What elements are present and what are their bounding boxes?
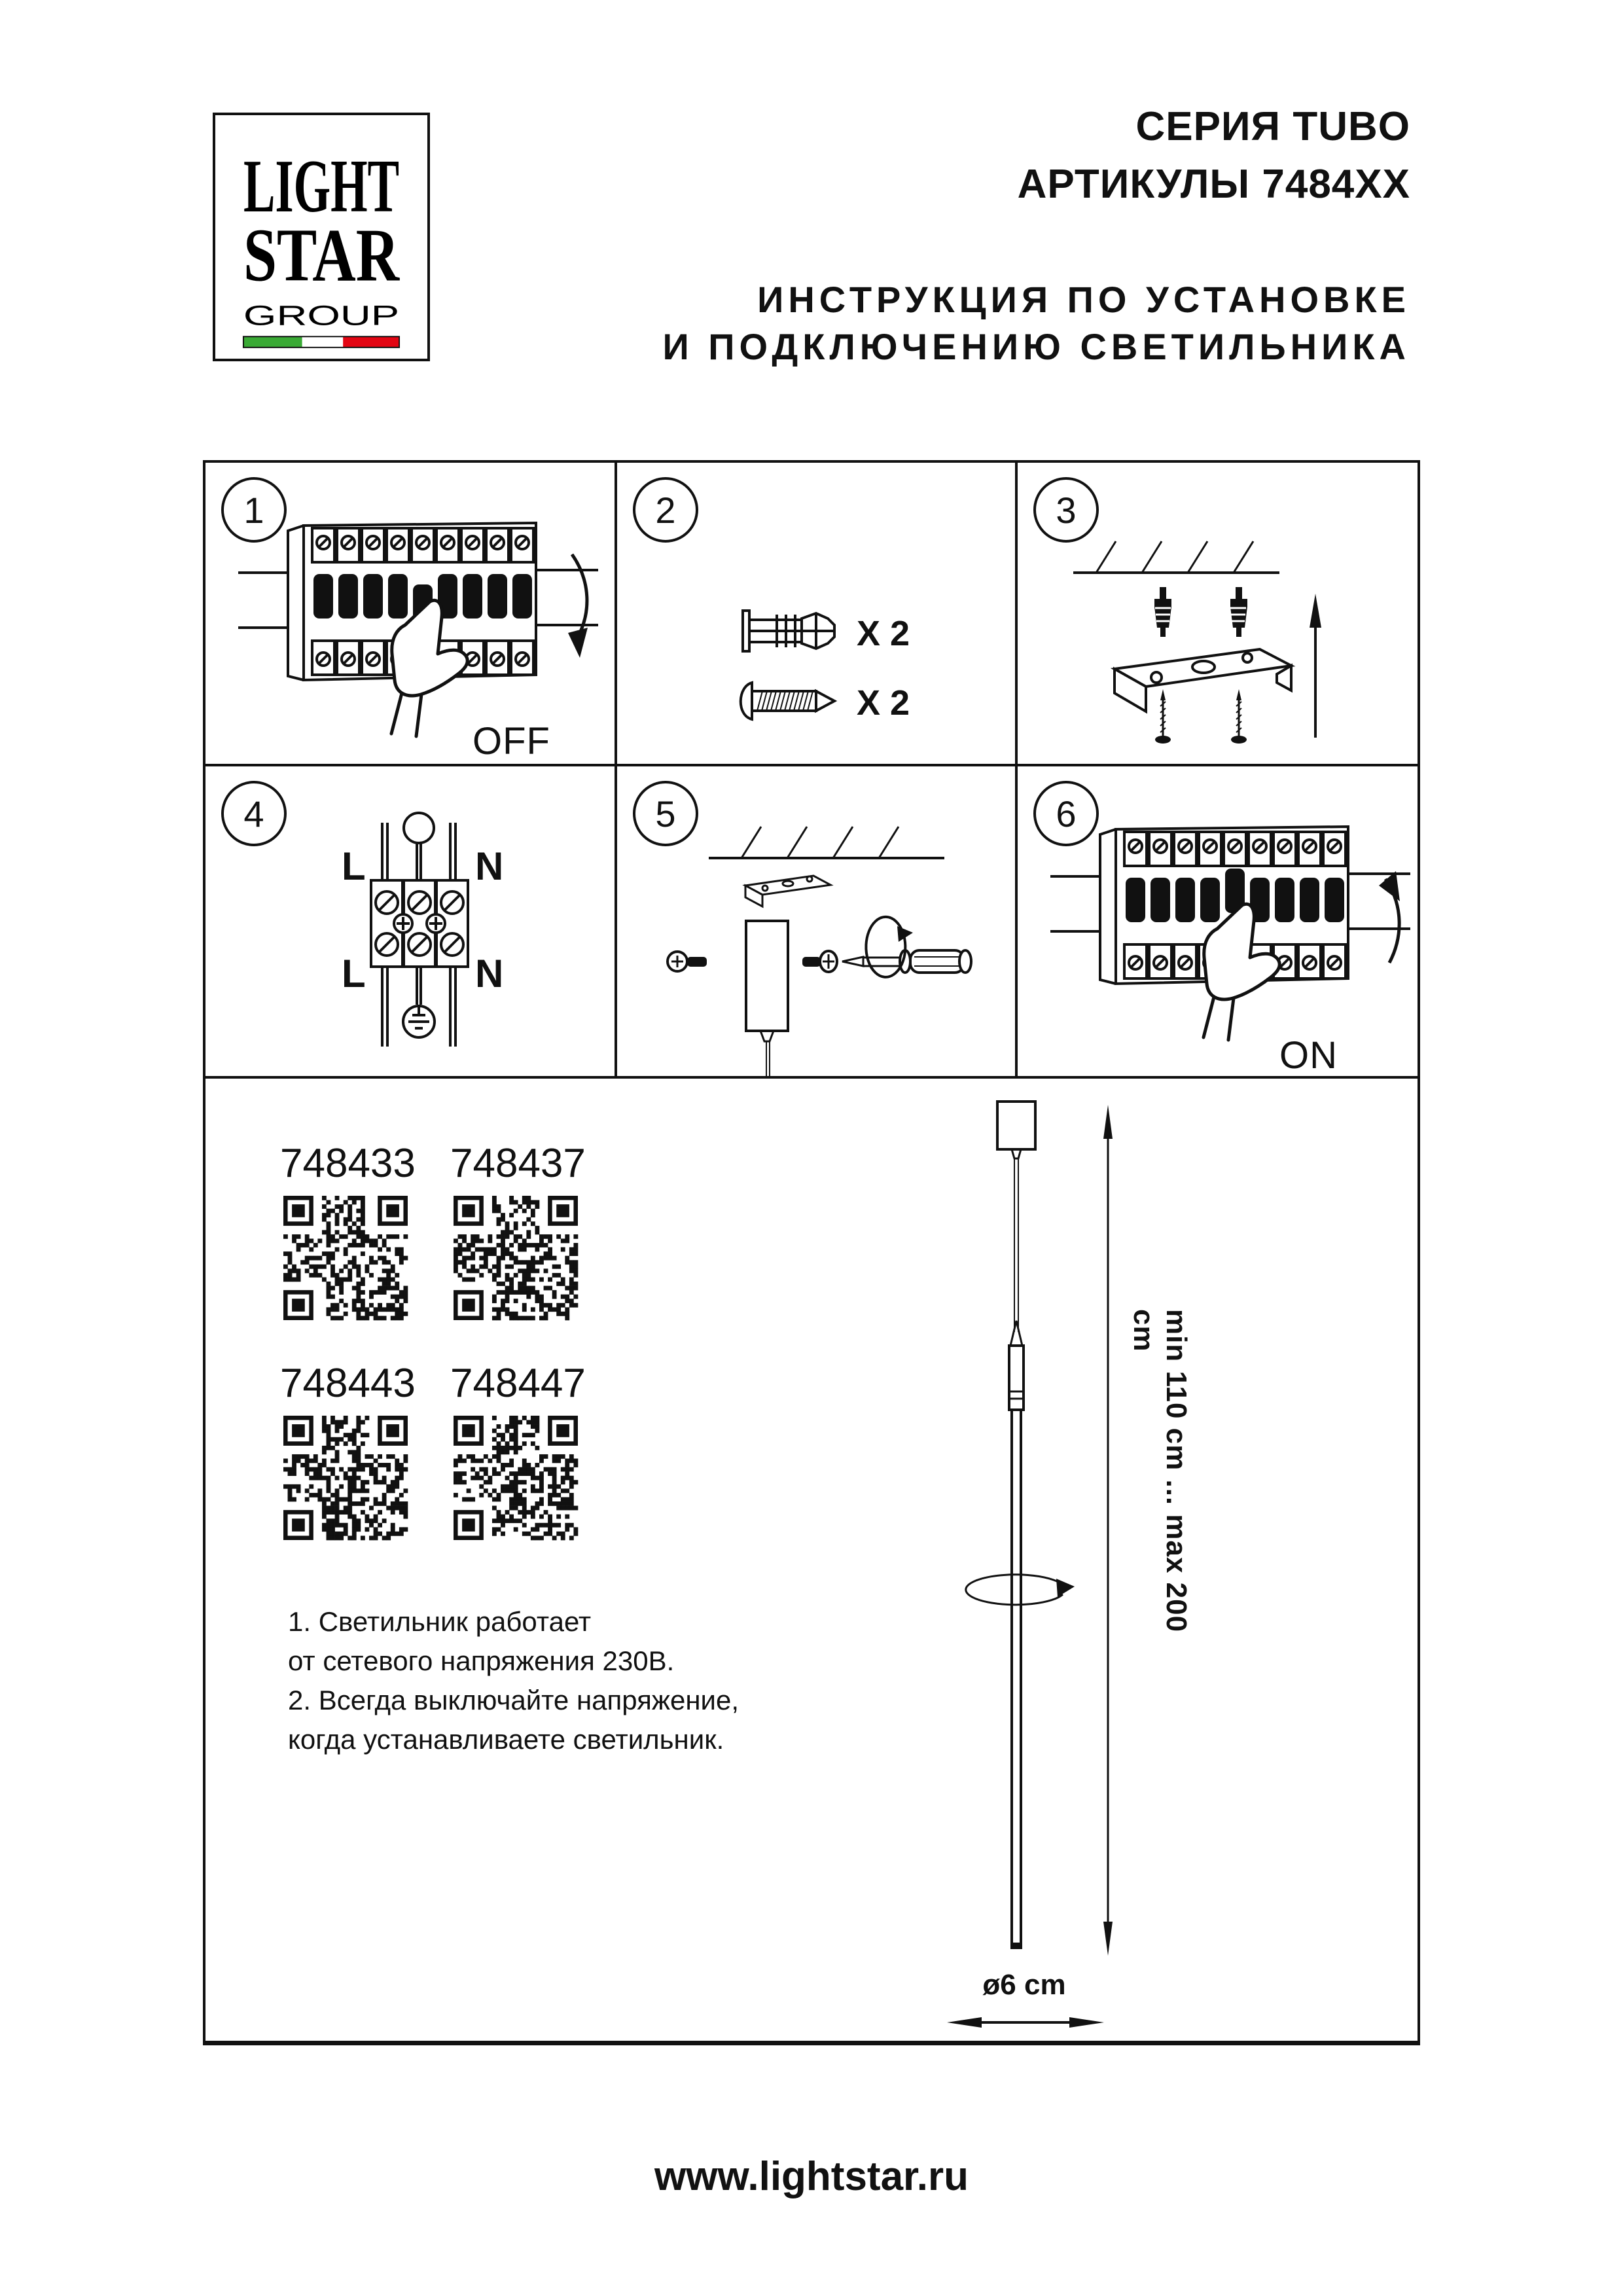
step-3-panel <box>1018 463 1418 764</box>
screw-quantity-label: X 2 <box>857 683 910 723</box>
on-label: ON <box>1279 1034 1338 1077</box>
screw-icons <box>1155 689 1247 744</box>
anchor-icons <box>1154 587 1247 637</box>
mounting-bracket-icon <box>1115 649 1291 711</box>
canopy-icon <box>746 921 788 1076</box>
left-screw-icon <box>668 952 707 971</box>
ceiling-line <box>1073 541 1279 573</box>
italian-flag-bar <box>243 336 399 348</box>
screw-icon <box>741 683 834 719</box>
article-748443-label: 748443 <box>280 1361 416 1406</box>
lightstar-logo-art <box>215 115 427 359</box>
step-6-number-badge <box>1033 781 1099 846</box>
qr-code-748437 <box>454 1196 578 1320</box>
step-5-number-badge <box>633 781 698 846</box>
step-1-number-badge <box>221 477 287 543</box>
note-line-2: от сетевого напряжения 230В. <box>288 1645 675 1676</box>
lamp-tube <box>1012 1410 1021 1948</box>
wall-plug-icon <box>743 611 834 651</box>
upward-arrow-icon <box>1310 594 1321 738</box>
neutral-label-top: N <box>475 844 504 888</box>
article-748433-label: 748433 <box>280 1141 416 1186</box>
cable-gripper <box>1009 1346 1024 1410</box>
qr-code-748447 <box>454 1416 578 1540</box>
step-1-number: 1 <box>243 489 264 531</box>
header <box>589 98 1410 370</box>
instruction-title-line2: И ПОДКЛЮЧЕНИЮ СВЕТИЛЬНИКА <box>662 326 1410 367</box>
terminal-block <box>371 880 468 967</box>
height-range-label: min 110 cm ... max 200 cm <box>1128 1309 1192 1633</box>
diameter-dimension-arrow <box>947 2017 1104 2028</box>
step-3-number: 3 <box>1056 489 1077 531</box>
canopy <box>997 1102 1035 1149</box>
articles-title: АРТИКУЛЫ 7484ХХ <box>1017 162 1410 207</box>
step-4-panel <box>205 766 615 1076</box>
neutral-label-bottom: N <box>475 952 504 996</box>
article-748447-label: 748447 <box>450 1361 586 1406</box>
right-screw-icon <box>802 951 837 972</box>
note-line-4: когда устанавливаете светильник. <box>288 1724 724 1755</box>
suspension-cable <box>1014 1158 1018 1332</box>
logo-word-light: LIGHT <box>243 143 400 228</box>
logo-word-star: STAR <box>243 213 401 297</box>
step-1-panel <box>205 463 615 764</box>
height-dimension-arrow <box>1103 1105 1113 1956</box>
series-title: СЕРИЯ TUBO <box>1135 104 1410 149</box>
step-5-panel <box>617 766 1015 1076</box>
grid-divider-horizontal-2 <box>203 1076 1420 1079</box>
step-4-number: 4 <box>243 793 264 834</box>
plug-quantity-label: X 2 <box>857 614 910 653</box>
incoming-wires <box>382 823 455 880</box>
qr-code-748433 <box>283 1196 408 1320</box>
step-3-number-badge <box>1033 477 1099 543</box>
step-6-number: 6 <box>1056 793 1077 834</box>
step-4-number-badge <box>221 781 287 846</box>
step-2-number: 2 <box>655 489 676 531</box>
lightstar-logo <box>213 113 430 361</box>
step-2-number-badge <box>633 477 698 543</box>
earth-symbol <box>403 1005 435 1037</box>
logo-word-group: GROUP <box>243 300 400 332</box>
note-line-1: 1. Светильник работает <box>288 1606 592 1637</box>
lamp-wire-symbol <box>404 813 434 843</box>
ceiling-line <box>709 827 944 858</box>
live-label-bottom: L <box>342 952 366 996</box>
safety-notes <box>288 1602 785 1759</box>
instruction-title-line1: ИНСТРУКЦИЯ ПО УСТАНОВКЕ <box>757 279 1410 320</box>
live-label-top: L <box>342 844 366 888</box>
screwdriver-icon <box>842 950 971 973</box>
mounting-bracket-icon <box>745 876 830 906</box>
diameter-label: ø6 cm <box>982 1969 1066 2001</box>
note-line-3: 2. Всегда выключайте напряжение, <box>288 1685 740 1715</box>
step-2-panel <box>617 463 1015 764</box>
step-6-panel <box>1018 766 1418 1076</box>
off-label: OFF <box>473 720 550 762</box>
step-5-number: 5 <box>655 793 676 834</box>
article-748437-label: 748437 <box>450 1141 586 1186</box>
qr-code-748443 <box>283 1416 408 1540</box>
website-url: www.lightstar.ru <box>654 2154 969 2199</box>
